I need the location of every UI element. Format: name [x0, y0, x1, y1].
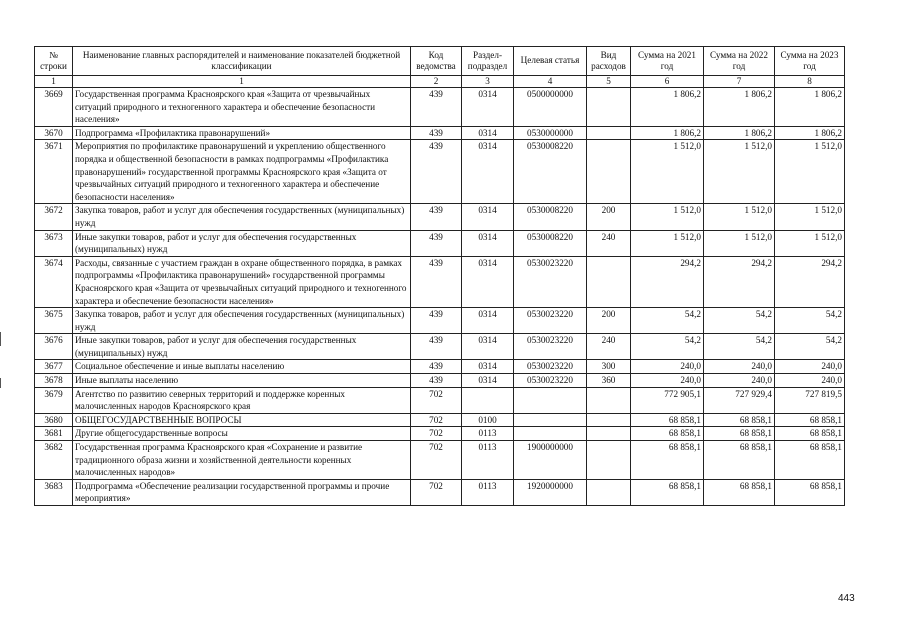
column-index: 2 [411, 76, 462, 88]
department-code: 439 [411, 256, 462, 307]
table-row [35, 204, 845, 230]
sum-2022: 727 929,4 [704, 387, 775, 413]
sum-2023: 1 806,2 [775, 126, 845, 140]
sum-2023: 68 858,1 [775, 441, 845, 480]
expense-type [587, 140, 631, 204]
target-article [514, 387, 587, 413]
sum-2021: 240,0 [631, 360, 704, 374]
target-article: 1920000000 [514, 479, 587, 505]
row-name: Социальное обеспечение и иные выплаты населению [73, 360, 411, 374]
column-index-row [35, 76, 845, 88]
sum-2022: 1 806,2 [704, 126, 775, 140]
sum-2023: 1 806,2 [775, 88, 845, 127]
target-article: 0530000000 [514, 126, 587, 140]
row-name: Закупка товаров, работ и услуг для обеспечения государственных (муниципальных) нужд [73, 308, 411, 334]
row-number: 3680 [35, 413, 73, 427]
section-code: 0314 [462, 256, 514, 307]
header-row-number: № строки [35, 47, 73, 76]
row-name: Государственная программа Красноярского края «Сохранение и развитие традиционного образа жизни и хозяйственной деятельности коренных малочисленных народов» [73, 441, 411, 480]
row-number: 3673 [35, 230, 73, 256]
row-name: Подпрограмма «Обеспечение реализации государственной программы и прочие мероприятия» [73, 479, 411, 505]
table-row [35, 413, 845, 427]
row-name: ОБЩЕГОСУДАРСТВЕННЫЕ ВОПРОСЫ [73, 413, 411, 427]
table-row [35, 140, 845, 204]
sum-2023: 1 512,0 [775, 230, 845, 256]
row-number: 3669 [35, 88, 73, 127]
table-header [35, 47, 845, 88]
header-expense-type: Вид расходов [587, 47, 631, 76]
sum-2022: 68 858,1 [704, 413, 775, 427]
department-code: 702 [411, 427, 462, 441]
header-department-code: Код ведомства [411, 47, 462, 76]
expense-type [587, 256, 631, 307]
header-row [35, 47, 845, 76]
header-sum-2021: Сумма на 2021 год [631, 47, 704, 76]
target-article: 0530023220 [514, 308, 587, 334]
sum-2022: 54,2 [704, 334, 775, 360]
section-code: 0314 [462, 140, 514, 204]
header-target-article: Целевая статья [514, 47, 587, 76]
sum-2022: 54,2 [704, 308, 775, 334]
table-row [35, 360, 845, 374]
department-code: 702 [411, 479, 462, 505]
expense-type: 360 [587, 374, 631, 388]
sum-2022: 240,0 [704, 360, 775, 374]
department-code: 439 [411, 230, 462, 256]
expense-type: 200 [587, 308, 631, 334]
department-code: 439 [411, 204, 462, 230]
row-number: 3670 [35, 126, 73, 140]
row-number: 3678 [35, 374, 73, 388]
target-article [514, 427, 587, 441]
department-code: 439 [411, 360, 462, 374]
sum-2021: 772 905,1 [631, 387, 704, 413]
sum-2023: 1 512,0 [775, 140, 845, 204]
sum-2022: 294,2 [704, 256, 775, 307]
expense-type: 300 [587, 360, 631, 374]
row-number: 3681 [35, 427, 73, 441]
sum-2022: 1 806,2 [704, 88, 775, 127]
department-code: 439 [411, 88, 462, 127]
header-name: Наименование главных распорядителей и наименование показателей бюджетной классификации [73, 47, 411, 76]
section-code: 0314 [462, 308, 514, 334]
sum-2023: 727 819,5 [775, 387, 845, 413]
section-code: 0314 [462, 126, 514, 140]
row-number: 3677 [35, 360, 73, 374]
section-code: 0314 [462, 360, 514, 374]
section-code: 0314 [462, 230, 514, 256]
section-code: 0113 [462, 479, 514, 505]
budget-sheet [34, 46, 845, 506]
row-name: Иные выплаты населению [73, 374, 411, 388]
page-number: 443 [838, 593, 855, 604]
expense-type: 200 [587, 204, 631, 230]
row-number: 3683 [35, 479, 73, 505]
sum-2021: 294,2 [631, 256, 704, 307]
sum-2023: 240,0 [775, 360, 845, 374]
row-number: 3672 [35, 204, 73, 230]
department-code: 702 [411, 413, 462, 427]
expense-type [587, 441, 631, 480]
header-sum-2023: Сумма на 2023 год [775, 47, 845, 76]
row-name: Государственная программа Красноярского края «Защита от чрезвычайных ситуаций природного и техногенного характера и обеспечение безопасности населения» [73, 88, 411, 127]
sum-2021: 1 806,2 [631, 88, 704, 127]
sum-2021: 1 806,2 [631, 126, 704, 140]
row-name: Иные закупки товаров, работ и услуг для обеспечения государственных (муниципальных) нужд [73, 230, 411, 256]
target-article: 0530023220 [514, 360, 587, 374]
expense-type [587, 88, 631, 127]
target-article: 0500000000 [514, 88, 587, 127]
row-name: Мероприятия по профилактике правонарушений и укреплению общественного порядка и общественной безопасности в рамках подпрограммы «Профилактика правонарушений» государственной программы Красноярского края «Защита от чрезвычайных ситуаций природного и техногенного характера и обеспечение безопасности населения» [73, 140, 411, 204]
sum-2022: 1 512,0 [704, 204, 775, 230]
column-index: 7 [704, 76, 775, 88]
sum-2021: 54,2 [631, 308, 704, 334]
section-code [462, 387, 514, 413]
section-code: 0113 [462, 441, 514, 480]
sum-2022: 1 512,0 [704, 230, 775, 256]
department-code: 439 [411, 126, 462, 140]
table-row [35, 256, 845, 307]
column-index: 4 [514, 76, 587, 88]
sum-2023: 54,2 [775, 308, 845, 334]
sum-2021: 54,2 [631, 334, 704, 360]
expense-type [587, 427, 631, 441]
table-row [35, 334, 845, 360]
sum-2022: 68 858,1 [704, 479, 775, 505]
table-row [35, 479, 845, 505]
column-index: 8 [775, 76, 845, 88]
sum-2023: 68 858,1 [775, 479, 845, 505]
header-sum-2022: Сумма на 2022 год [704, 47, 775, 76]
department-code: 439 [411, 374, 462, 388]
row-name: Подпрограмма «Профилактика правонарушений» [73, 126, 411, 140]
row-number: 3674 [35, 256, 73, 307]
budget-table [34, 46, 845, 506]
department-code: 439 [411, 140, 462, 204]
row-name: Другие общегосударственные вопросы [73, 427, 411, 441]
row-name: Агентство по развитию северных территорий и поддержке коренных малочисленных народов Красноярского края [73, 387, 411, 413]
sum-2023: 54,2 [775, 334, 845, 360]
sum-2021: 1 512,0 [631, 204, 704, 230]
table-row [35, 88, 845, 127]
target-article: 1900000000 [514, 441, 587, 480]
row-name: Закупка товаров, работ и услуг для обеспечения государственных (муниципальных) нужд [73, 204, 411, 230]
section-code: 0314 [462, 204, 514, 230]
department-code: 702 [411, 387, 462, 413]
table-row [35, 427, 845, 441]
sum-2023: 294,2 [775, 256, 845, 307]
section-code: 0314 [462, 374, 514, 388]
target-article: 0530008220 [514, 140, 587, 204]
expense-type: 240 [587, 334, 631, 360]
table-row [35, 374, 845, 388]
sum-2021: 68 858,1 [631, 441, 704, 480]
expense-type [587, 479, 631, 505]
sum-2021: 68 858,1 [631, 413, 704, 427]
sum-2022: 68 858,1 [704, 441, 775, 480]
column-index: 3 [462, 76, 514, 88]
sum-2022: 240,0 [704, 374, 775, 388]
section-code: 0100 [462, 413, 514, 427]
expense-type [587, 413, 631, 427]
row-number: 3679 [35, 387, 73, 413]
sum-2023: 68 858,1 [775, 413, 845, 427]
table-row [35, 126, 845, 140]
section-code: 0113 [462, 427, 514, 441]
sum-2022: 68 858,1 [704, 427, 775, 441]
section-code: 0314 [462, 334, 514, 360]
column-index: 6 [631, 76, 704, 88]
target-article: 0530023220 [514, 334, 587, 360]
section-code: 0314 [462, 88, 514, 127]
table-body [35, 88, 845, 506]
row-number: 3682 [35, 441, 73, 480]
sum-2023: 240,0 [775, 374, 845, 388]
table-row [35, 441, 845, 480]
target-article: 0530023220 [514, 374, 587, 388]
sum-2021: 240,0 [631, 374, 704, 388]
sum-2022: 1 512,0 [704, 140, 775, 204]
row-number: 3675 [35, 308, 73, 334]
column-index: 5 [587, 76, 631, 88]
column-index: 1 [35, 76, 73, 88]
department-code: 439 [411, 334, 462, 360]
department-code: 702 [411, 441, 462, 480]
sum-2021: 68 858,1 [631, 479, 704, 505]
target-article: 0530008220 [514, 230, 587, 256]
table-row [35, 230, 845, 256]
sum-2021: 1 512,0 [631, 230, 704, 256]
column-index: 1 [73, 76, 411, 88]
target-article [514, 413, 587, 427]
sum-2023: 1 512,0 [775, 204, 845, 230]
expense-type: 240 [587, 230, 631, 256]
expense-type [587, 126, 631, 140]
target-article: 0530023220 [514, 256, 587, 307]
binding-mark [0, 332, 1, 346]
row-name: Расходы, связанные с участием граждан в охране общественного порядка, в рамках подпрограммы «Профилактика правонарушений» государственной программы Красноярского края «Защита от чрезвычайных ситуаций природного и техногенного характера и обеспечение безопасности населения» [73, 256, 411, 307]
header-section: Раздел-подраздел [462, 47, 514, 76]
sum-2021: 1 512,0 [631, 140, 704, 204]
sum-2023: 68 858,1 [775, 427, 845, 441]
target-article: 0530008220 [514, 204, 587, 230]
row-name: Иные закупки товаров, работ и услуг для обеспечения государственных (муниципальных) нужд [73, 334, 411, 360]
department-code: 439 [411, 308, 462, 334]
table-row [35, 308, 845, 334]
expense-type [587, 387, 631, 413]
sum-2021: 68 858,1 [631, 427, 704, 441]
row-number: 3671 [35, 140, 73, 204]
row-number: 3676 [35, 334, 73, 360]
binding-mark [0, 378, 1, 388]
table-row [35, 387, 845, 413]
